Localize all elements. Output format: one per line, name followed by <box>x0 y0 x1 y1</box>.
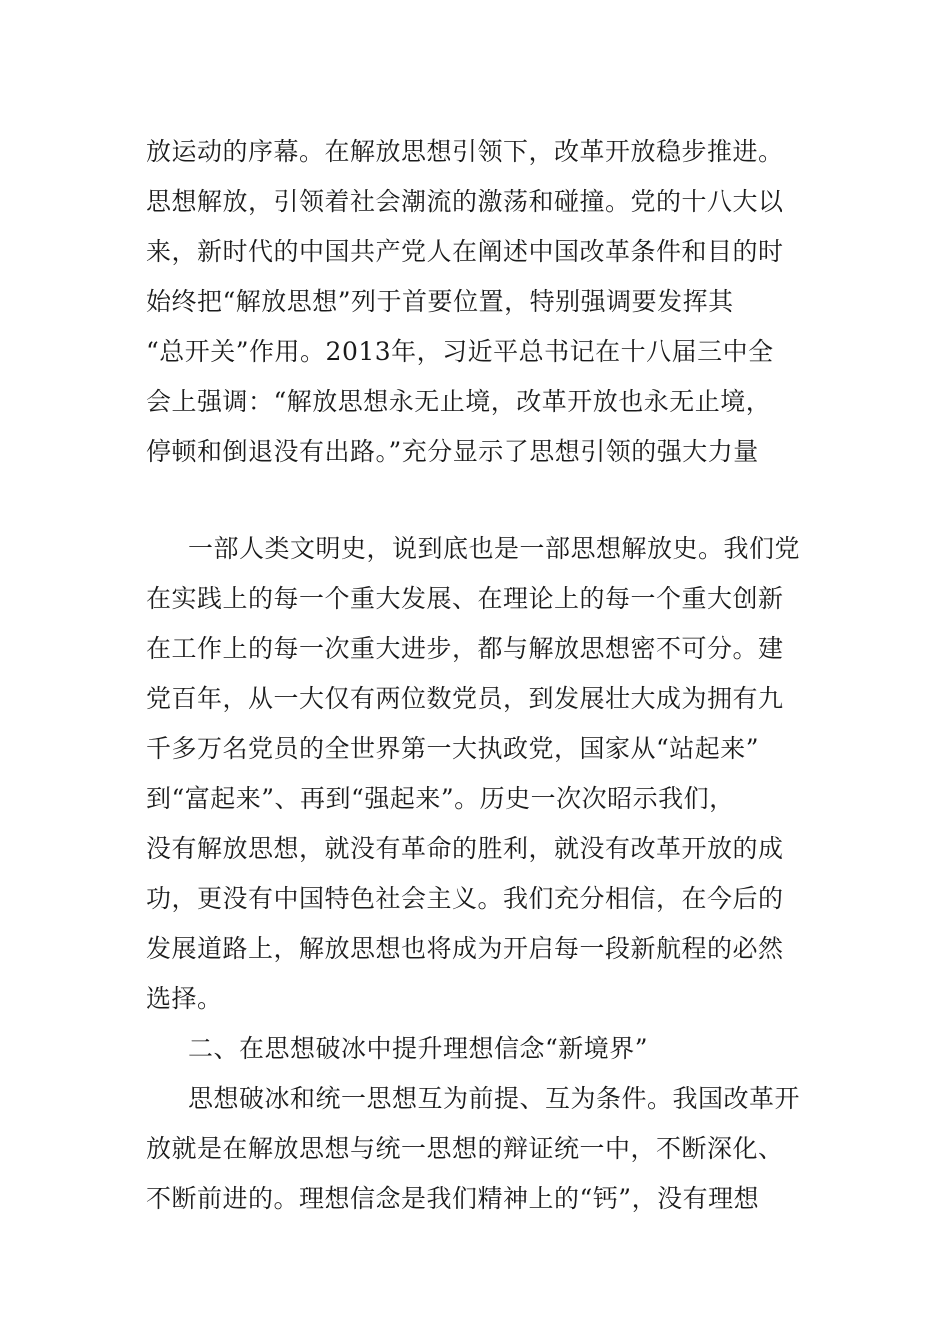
paragraph-line: 思想破冰和统一思想互为前提、互为条件。我国改革开 <box>188 1084 801 1113</box>
paragraph-line: 在实践上的每一个重大发展、在理论上的每一个重大创新 <box>146 584 784 613</box>
paragraph-line: “总开关”作用。2013年，习近平总书记在十八届三中全 <box>146 337 774 366</box>
paragraph-continuation <box>146 127 810 477</box>
paragraph-line: 来，新时代的中国共产党人在阐述中国改革条件和目的时 <box>146 237 784 266</box>
paragraph-ideals <box>146 1074 810 1224</box>
paragraph-line: 始终把“解放思想”列于首要位置，特别强调要发挥其 <box>146 287 734 316</box>
paragraph-line: 在工作上的每一次重大进步，都与解放思想密不可分。建 <box>146 634 784 663</box>
paragraph-line: 不断前进的。理想信念是我们精神上的“钙”，没有理想 <box>146 1184 760 1213</box>
paragraph-line: 没有解放思想，就没有革命的胜利，就没有改革开放的成 <box>146 834 784 863</box>
paragraph-line: 千多万名党员的全世界第一大执政党，国家从“站起来” <box>146 734 760 763</box>
paragraph-line: 思想解放，引领着社会潮流的激荡和碰撞。党的十八大以 <box>146 187 784 216</box>
paragraph-line: 一部人类文明史，说到底也是一部思想解放史。我们党 <box>188 534 801 563</box>
paragraph-history <box>146 524 810 1024</box>
paragraph-line: 放就是在解放思想与统一思想的辩证统一中，不断深化、 <box>146 1134 784 1163</box>
paragraph-line: 停顿和倒退没有出路。”充分显示了思想引领的强大力量 <box>146 437 759 466</box>
paragraph-line: 会上强调：“解放思想永无止境，改革开放也永无止境， <box>146 387 772 416</box>
body-text <box>146 524 810 1224</box>
paragraph-line: 选择。 <box>146 984 223 1013</box>
paragraph-line: 到“富起来”、再到“强起来”。历史一次次昭示我们， <box>146 784 735 813</box>
paragraph-line: 放运动的序幕。在解放思想引领下，改革开放稳步推进。 <box>146 137 784 166</box>
paragraph-line: 党百年，从一大仅有两位数党员，到发展壮大成为拥有九 <box>146 684 784 713</box>
paragraph-line: 发展道路上，解放思想也将成为开启每一段新航程的必然 <box>146 934 784 963</box>
paragraph-line: 功，更没有中国特色社会主义。我们充分相信，在今后的 <box>146 884 784 913</box>
section-heading: 二、在思想破冰中提升理想信念“新境界” <box>188 1034 649 1063</box>
